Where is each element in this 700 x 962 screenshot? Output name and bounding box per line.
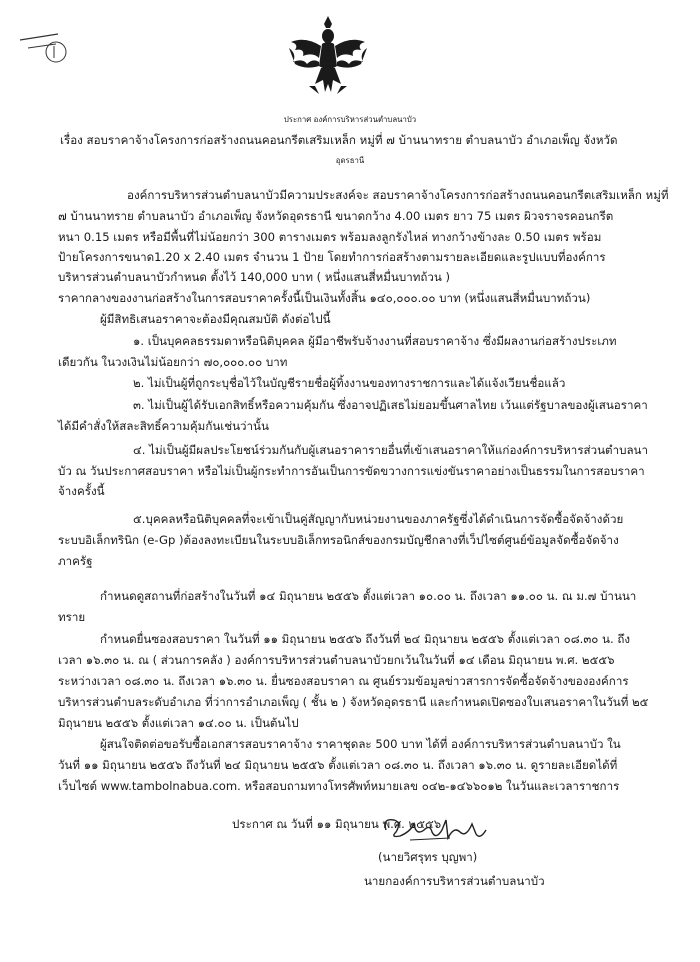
qualification-item: ระบบอิเล็กทรินิก (e-Gp )ต้องลงทะเบียนในระบบอิเล็กทรอนิกส์ของกรมบัญชีกลางที่เว็ปไซต์ศูนย์ข้อมูลจัดซื้อจัดจ้าง [58, 533, 619, 547]
garuda-emblem-icon [285, 14, 371, 96]
signer-title: นายกองค์การบริหารส่วนตำบลนาบัว [364, 874, 545, 888]
intro-line: องค์การบริหารส่วนตำบลนาบัวมีความประสงค์จะ สอบราคาจ้างโครงการก่อสร้างถนนคอนกรีตเสริมเหล็ก หมู่ที่ [127, 188, 669, 202]
submission-line: มิถุนายน ๒๕๕๖ ตั้งแต่เวลา ๑๔.๐๐ น. เป็นต้นไป [58, 716, 299, 730]
purchase-line: เว็บไซต์ www.tambolnabua.com. หรือสอบถามทางโทรศัพท์หมายเลข ๐๔๒-๑๔๖๖๐๑๒ ในวันและเวลาราชการ [58, 779, 620, 793]
qualification-item: ๒. ไม่เป็นผู้ที่ถูกระบุชื่อไว้ในบัญชีรายชื่อผู้ทิ้งงานของทางราชการและได้แจ้งเวียนชื่อแล้ว [133, 376, 566, 390]
announcement-title: ประกาศ องค์การบริหารส่วนตำบลนาบัว [283, 115, 417, 124]
submission-line: บริหารส่วนตำบลระดับอำเภอ ที่ว่าการอำเภอเพ็ญ ( ชั้น ๒ ) จังหวัดอุดรธานี และกำหนดเปิดซองใบเสนอราคาในวันที่ ๒๕ [58, 695, 649, 709]
signature [380, 810, 490, 846]
qualification-item: ภาครัฐ [58, 554, 93, 568]
purchase-line: วันที่ ๑๑ มิถุนายน ๒๕๕๖ ถึงวันที่ ๒๔ มิถุนายน ๒๕๕๖ ตั้งแต่เวลา ๐๘.๓๐ น. ถึงเวลา ๑๖.๓๐ น. ดูรายละเอียดได้ที่ [58, 758, 618, 772]
qualification-item: ได้มีคำสั่งให้สละสิทธิ์ความคุ้มกันเช่นว่านั้น [58, 419, 269, 433]
intro-line: บริหารส่วนตำบลนาบัวกำหนด ตั้งไว้ 140,000 บาท ( หนึ่งแสนสี่หมื่นบาทถ้วน ) [58, 270, 451, 284]
qualification-item: ๓. ไม่เป็นผู้ได้รับเอกสิทธิ์หรือความคุ้มกัน ซึ่งอาจปฏิเสธไม่ยอมขึ้นศาลไทย เว้นแต่รัฐบาลของผู้เสนอราคา [133, 398, 648, 412]
qualification-item: เดียวกัน ในวงเงินไม่น้อยกว่า ๗๐,๐๐๐.๐๐ บาท [58, 355, 288, 369]
intro-line: ป้ายโครงการขนาด1.20 x 2.40 เมตร จำนวน 1 ป้าย โดยทำการก่อสร้างตามรายละเอียดและรูปแบบที่องค์การ [58, 250, 606, 264]
qualifications-intro: ผู้มีสิทธิเสนอราคาจะต้องมีคุณสมบัติ ดังต่อไปนี้ [100, 312, 331, 326]
qualification-item: ๑. เป็นบุคคลธรรมดาหรือนิติบุคคล ผู้มีอาชีพรับจ้างงานที่สอบราคาจ้าง ซึ่งมีผลงานก่อสร้างประเภท [133, 334, 617, 348]
qualification-item: ๕.บุคคลหรือนิติบุคคลที่จะเข้าเป็นคู่สัญญากับหน่วยงานของภาครัฐซึ่งได้ดำเนินการจัดซื้อจัดจ้างด้วย [133, 512, 624, 526]
handwritten-margin-mark [18, 28, 78, 68]
qualification-item: ๔. ไม่เป็นผู้มีผลประโยชน์ร่วมกันกับผู้เสนอราคารายอื่นที่เข้าเสนอราคาให้แก่องค์การบริหารส่วนตำบลนา [133, 443, 648, 457]
intro-line: ราคากลางของงานก่อสร้างในการสอบราคาครั้งนี้เป็นเงินทั้งสิ้น ๑๔๐,๐๐๐.๐๐ บาท (หนึ่งแสนสี่หมื่นบาทถ้วน) [58, 291, 591, 305]
subject-line-continued: อุดรธานี [335, 156, 365, 165]
submission-line: เวลา ๑๖.๓๐ น. ณ ( ส่วนการคลัง ) องค์การบริหารส่วนตำบลนาบัวยกเว้นในวันที่ ๑๔ เดือน มิถุนายน พ.ศ. ๒๕๕๖ [58, 653, 615, 667]
submission-line: ระหว่างเวลา ๐๘.๓๐ น. ถึงเวลา ๑๖.๓๐ น. ยื่นซองสอบราคา ณ ศูนย์รวมข้อมูลข่าวสารการจัดซื้อจัดจ้างขององค์การ [58, 674, 629, 688]
submission-line: กำหนดยื่นซองสอบราคา ในวันที่ ๑๑ มิถุนายน ๒๕๕๖ ถึงวันที่ ๒๔ มิถุนายน ๒๕๕๖ ตั้งแต่เวลา ๐๘.๓๐ น. ถึง [100, 632, 631, 646]
intro-line: หนา 0.15 เมตร หรือมีพื้นที่ไม่น้อยกว่า 300 ตารางเมตร พร้อมลงลูกรังไหล่ ทางกว้างข้างละ 0.50 เมตร พร้อม [58, 230, 602, 244]
subject-line: เรื่อง สอบราคาจ้างโครงการก่อสร้างถนนคอนกรีตเสริมเหล็ก หมู่ที่ ๗ บ้านนาทราย ตำบลนาบัว อำเภอเพ็ญ จังหวัด [60, 133, 618, 147]
site-visit-line: ทราย [58, 610, 86, 624]
qualification-item: บัว ณ วันประกาศสอบราคา หรือไม่เป็นผู้กระทำการอันเป็นการขัดขวางการแข่งขันราคาอย่างเป็นธรรมในการสอบราคา [58, 464, 645, 478]
qualification-item: จ้างครั้งนี้ [58, 484, 105, 498]
site-visit-line: กำหนดดูสถานที่ก่อสร้างในวันที่ ๑๔ มิถุนายน ๒๕๕๖ ตั้งแต่เวลา ๑๐.๐๐ น. ถึงเวลา ๑๑.๐๐ น. ณ ม.๗ บ้านนา [100, 589, 637, 603]
intro-line: ๗ บ้านนาทราย ตำบลนาบัว อำเภอเพ็ญ จังหวัดอุดรธานี ขนาดกว้าง 4.00 เมตร ยาว 75 เมตร ผิวจราจรคอนกรีต [58, 209, 614, 223]
signer-name: (นายวิศรุทร บุญพา) [378, 850, 478, 864]
date-line: ประกาศ ณ วันที่ ๑๑ มิถุนายน พ.ศ. ๒๕๕๖ [232, 817, 442, 831]
purchase-line: ผู้สนใจติดต่อขอรับซื้อเอกสารสอบราคาจ้าง ราคาชุดละ 500 บาท ได้ที่ องค์การบริหารส่วนตำบลนาบัว ใน [100, 737, 621, 751]
